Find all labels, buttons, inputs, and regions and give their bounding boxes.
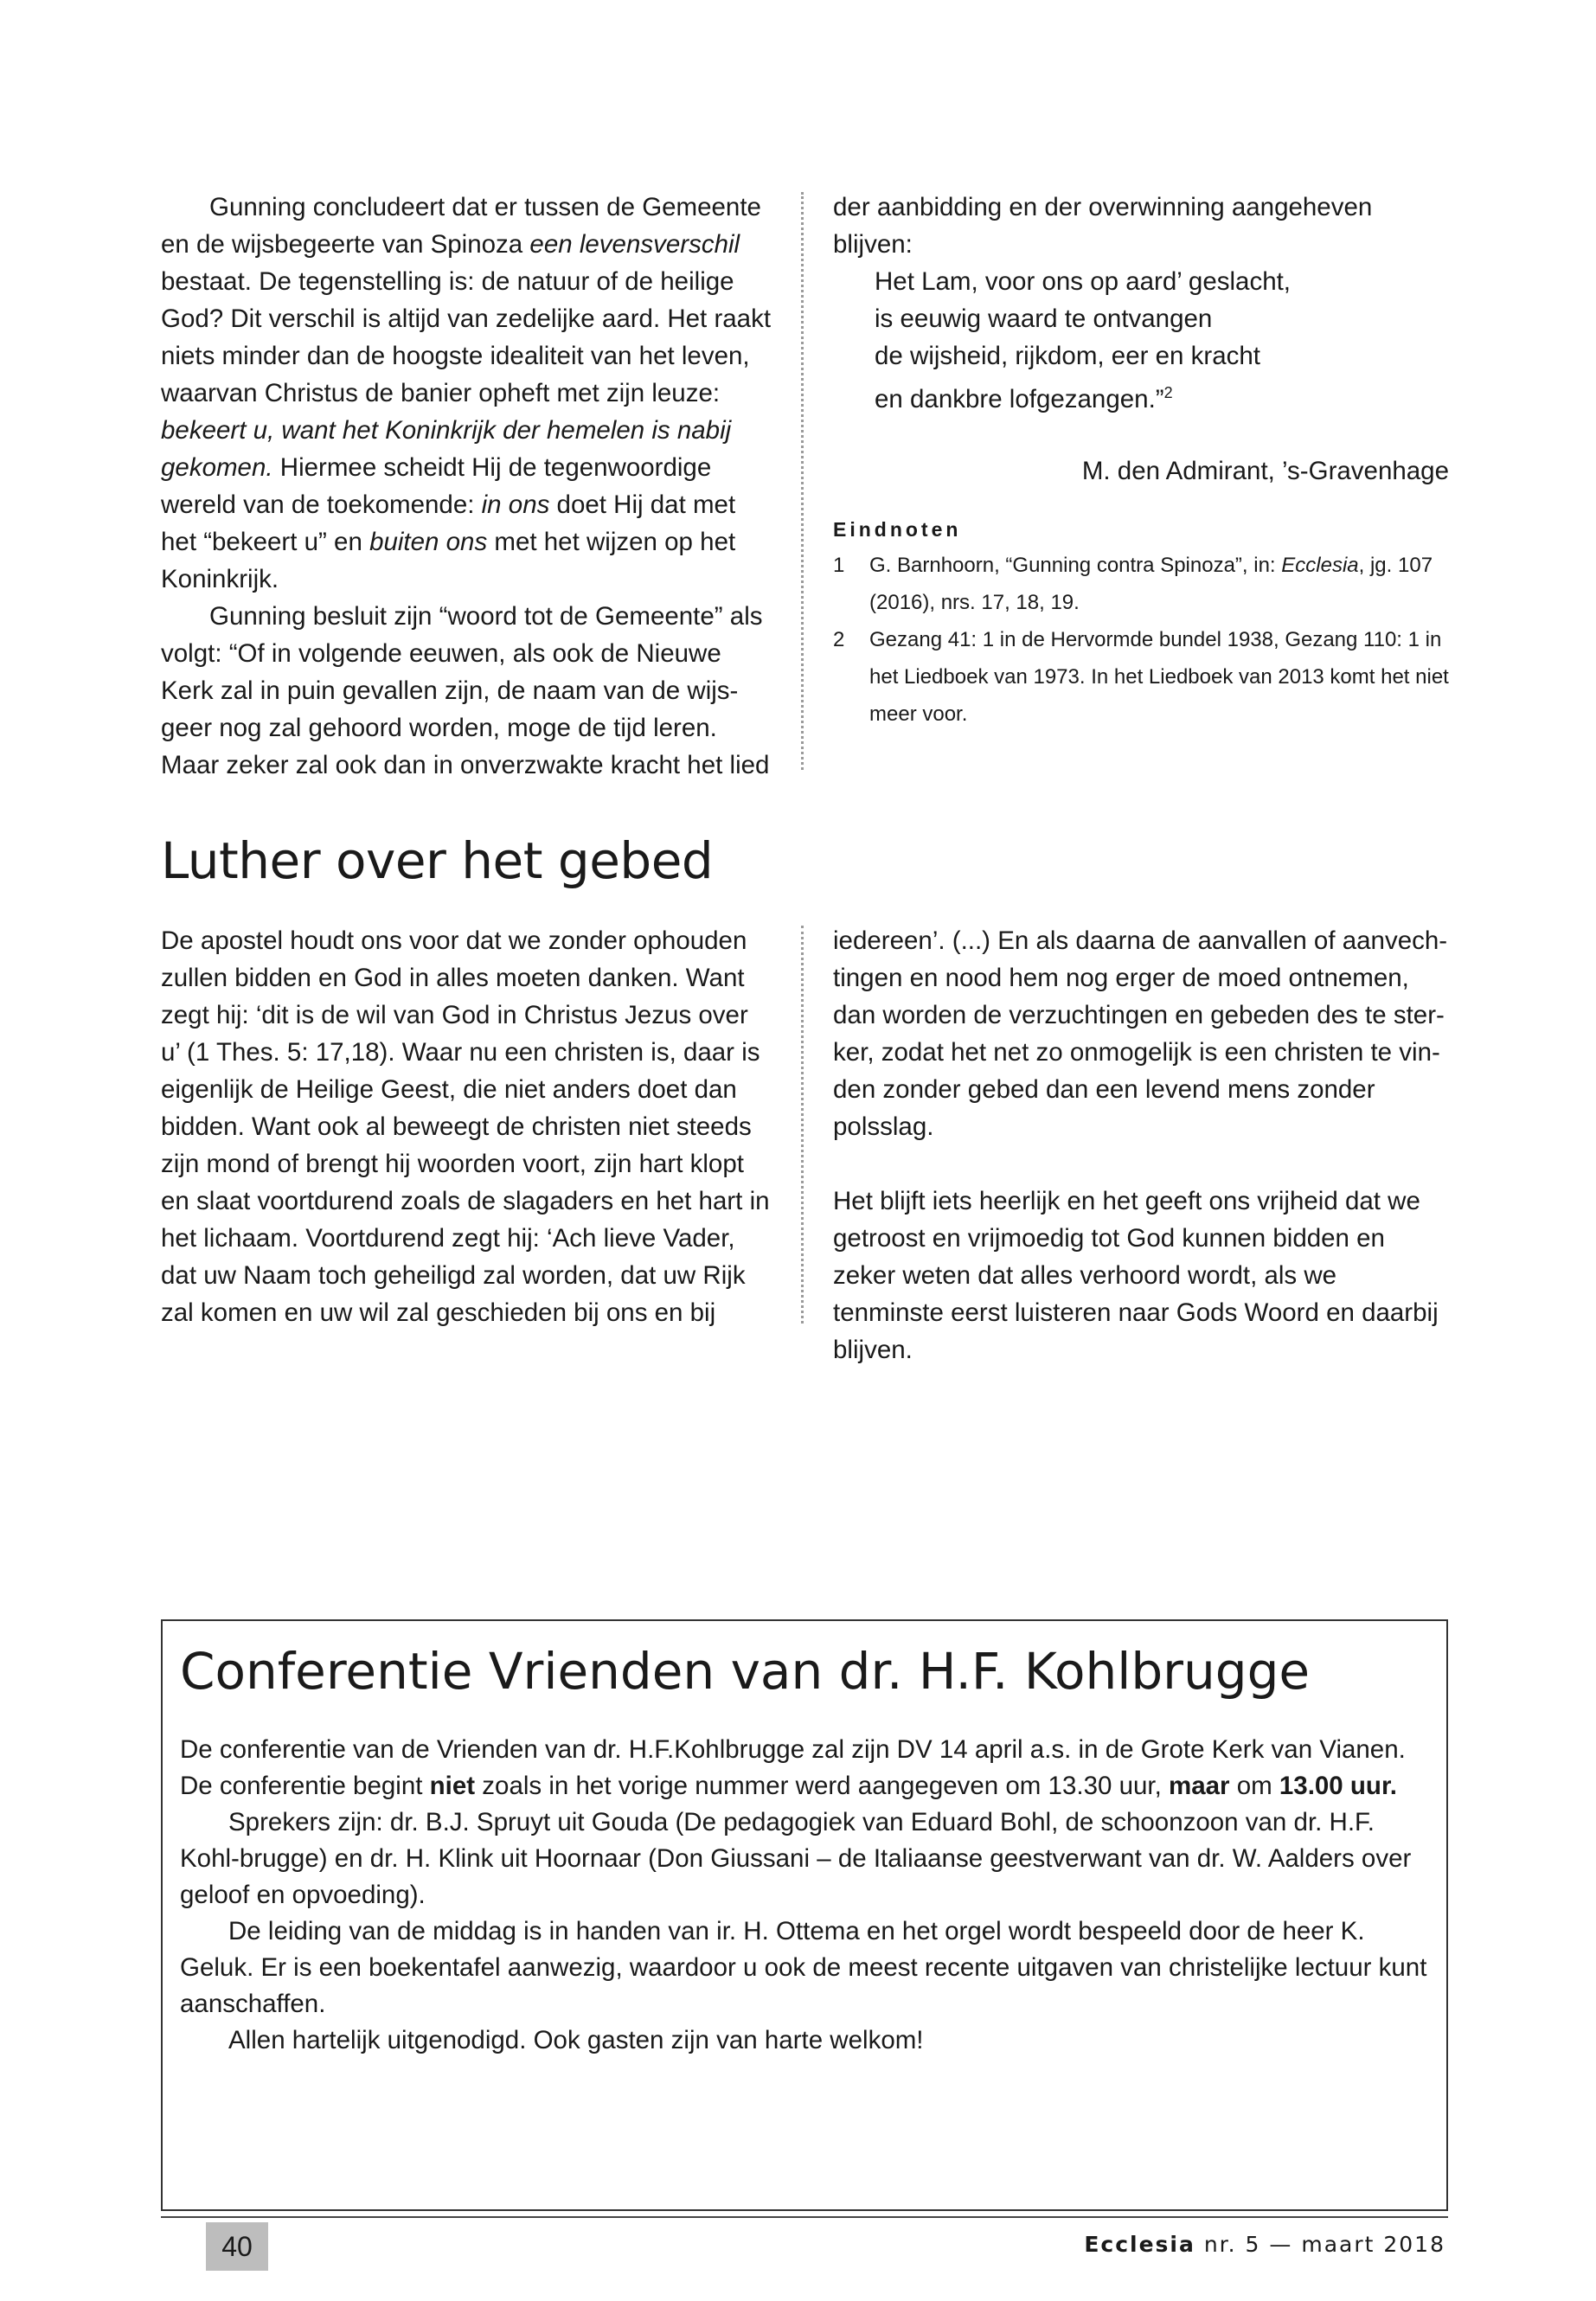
conference-paragraph-1: De conferentie van de Vrienden van dr. H.F.Kohlbrugge zal zijn DV 14 april a.s. in de Grote Kerk van Vianen.: [180, 1735, 1406, 1764]
luther-left-column: [161, 922, 772, 1331]
page-number-box: [206, 2222, 268, 2271]
magazine-name: Ecclesia: [1084, 2232, 1195, 2257]
conference-announcement-box: [161, 1619, 1448, 2211]
column-divider-top: [801, 192, 804, 770]
endnotes-heading: Eindnoten: [833, 517, 962, 541]
issue-info: nr. 5 — maart 2018: [1203, 2232, 1445, 2257]
poem-line-text: en dankbre lofgezangen.”: [875, 384, 1164, 413]
paragraph-gap: [833, 1145, 1449, 1183]
endnote-text: G. Barnhoorn, “Gunning contra Spinoza”, in: Ecclesia, jg. 107 (2016), nrs. 17, 18, 19.: [869, 553, 1433, 614]
poem-line: Het Lam, voor ons op aard’ geslacht,: [875, 267, 1292, 296]
gunning-left-column: [161, 189, 772, 784]
endnote-item: [833, 547, 1449, 621]
footer-rule: [161, 2216, 1448, 2218]
footnote-mark: 2: [1163, 384, 1173, 401]
endnote-number: 1: [833, 553, 845, 577]
luther-right-column: [833, 922, 1449, 1368]
endnote-text: Gezang 41: 1 in de Hervormde bundel 1938, Gezang 110: 1 in het Liedboek van 1973. In het Liedboek van 2013 komt het niet meer voor.: [869, 627, 1449, 726]
conference-paragraph-4: De leiding van de middag is in handen van ir. H. Ottema en het orgel wordt bespeeld door de heer K. Geluk. Er is een boekentafel aanwezig, waardoor u ook de meest recente uitgaven van christelijke lectuur kunt aanschaffen.: [180, 1917, 1427, 2018]
poem-line: [875, 375, 1449, 418]
footer-publication: [1084, 2232, 1445, 2257]
conference-paragraph-3: Sprekers zijn: dr. B.J. Spruyt uit Gouda (De pedagogiek van Eduard Bohl, de schoonzoon van dr. H.F. Kohl-brugge) en dr. H. Klink uit Hoornaar (Don Giussani – de Italiaanse geestverwant van dr. W. Aalders over geloof en opvoeding).: [180, 1808, 1412, 1909]
page-number: 40: [221, 2231, 253, 2262]
conference-title: Conferentie Vrienden van dr. H.F. Kohlbrugge: [180, 1642, 1311, 1701]
conference-paragraph-5: Allen hartelijk uitgenodigd. Ook gasten zijn van harte welkom!: [228, 2026, 924, 2054]
gunning-paragraph-1: Gunning concludeert dat er tussen de Gemeente en de wijsbegeerte van Spinoza een levensverschil bestaat. De tegenstelling is: de natuur of de heilige God? Dit verschil is altijd van zedelijke aard. Het raakt niets minder dan de hoogste idealiteit van het leven, waarvan Christus de banier opheft met zijn leuze: bekeert u, want het Koninkrijk der hemelen is nabij gekomen. Hiermee scheidt Hij de tegenwoordige wereld van de toekomende: in ons doet Hij dat met het “bekeert u” en buiten ons met het wijzen op het Koninkrijk.: [161, 193, 772, 593]
gunning-intro: der aanbidding en der overwinning aangeheven blijven:: [833, 193, 1373, 259]
luther-paragraph-3: Het blijft iets heerlijk en het geeft ons vrijheid dat we getroost en vrijmoedig tot God kunnen bidden en zeker weten dat alles verhoord wordt, als we tenminste eerst luisteren naar Gods Woord en daarbij blijven.: [833, 1187, 1439, 1364]
poem: [833, 263, 1449, 418]
endnotes-list: [833, 547, 1449, 733]
luther-paragraph-1: De apostel houdt ons voor dat we zonder ophouden zullen bidden en God in alles moeten danken. Want zegt hij: ‘dit is de wil van God in Christus Jezus over u’ (1 Thes. 5: 17,18). Waar nu een christen is, daar is eigenlijk de Heilige Geest, die niet anders doet dan bidden. Want ook al beweegt de christen niet steeds zijn mond of brengt hij woorden voort, zijn hart klopt en slaat voortdurend zoals de slagaders en het hart in het lichaam. Voortdurend zegt hij: ‘Ach lieve Vader, dat uw Naam toch geheiligd zal worden, dat uw Rijk zal komen en uw wil zal geschieden bij ons en bij: [161, 926, 770, 1327]
conference-paragraph-2: De conferentie begint niet zoals in het vorige nummer werd aangegeven om 13.30 uur, maar om 13.00 uur.: [180, 1772, 1397, 1800]
gunning-paragraph-2: Gunning besluit zijn “woord tot de Gemeente” als volgt: “Of in volgende eeuwen, als ook de Nieuwe Kerk zal in puin gevallen zijn, de naam van de wijs-geer nog zal gehoord worden, moge de tijd leren. Maar zeker zal ook dan in onverzwakte kracht het lied: [161, 602, 770, 779]
endnote-item: [833, 621, 1449, 733]
poem-line: de wijsheid, rijkdom, eer en kracht: [875, 342, 1260, 370]
poem-line: is eeuwig waard te ontvangen: [875, 304, 1213, 333]
endnote-number: 2: [833, 627, 845, 651]
author-signature: M. den Admirant, ’s-Gravenhage: [1081, 456, 1449, 485]
luther-paragraph-2: iedereen’. (...) En als daarna de aanvallen of aanvech-tingen en nood hem nog erger de moed ontnemen, dan worden de verzuchtingen en gebeden des te ster-ker, zodat het net zo onmogelijk is een christen te vin-den zonder gebed dan een levend mens zonder polsslag.: [833, 926, 1448, 1141]
luther-article-title: Luther over het gebed: [161, 831, 714, 890]
conference-body: [180, 1732, 1433, 2059]
gunning-right-column: [833, 189, 1449, 733]
column-divider-middle: [801, 926, 804, 1324]
